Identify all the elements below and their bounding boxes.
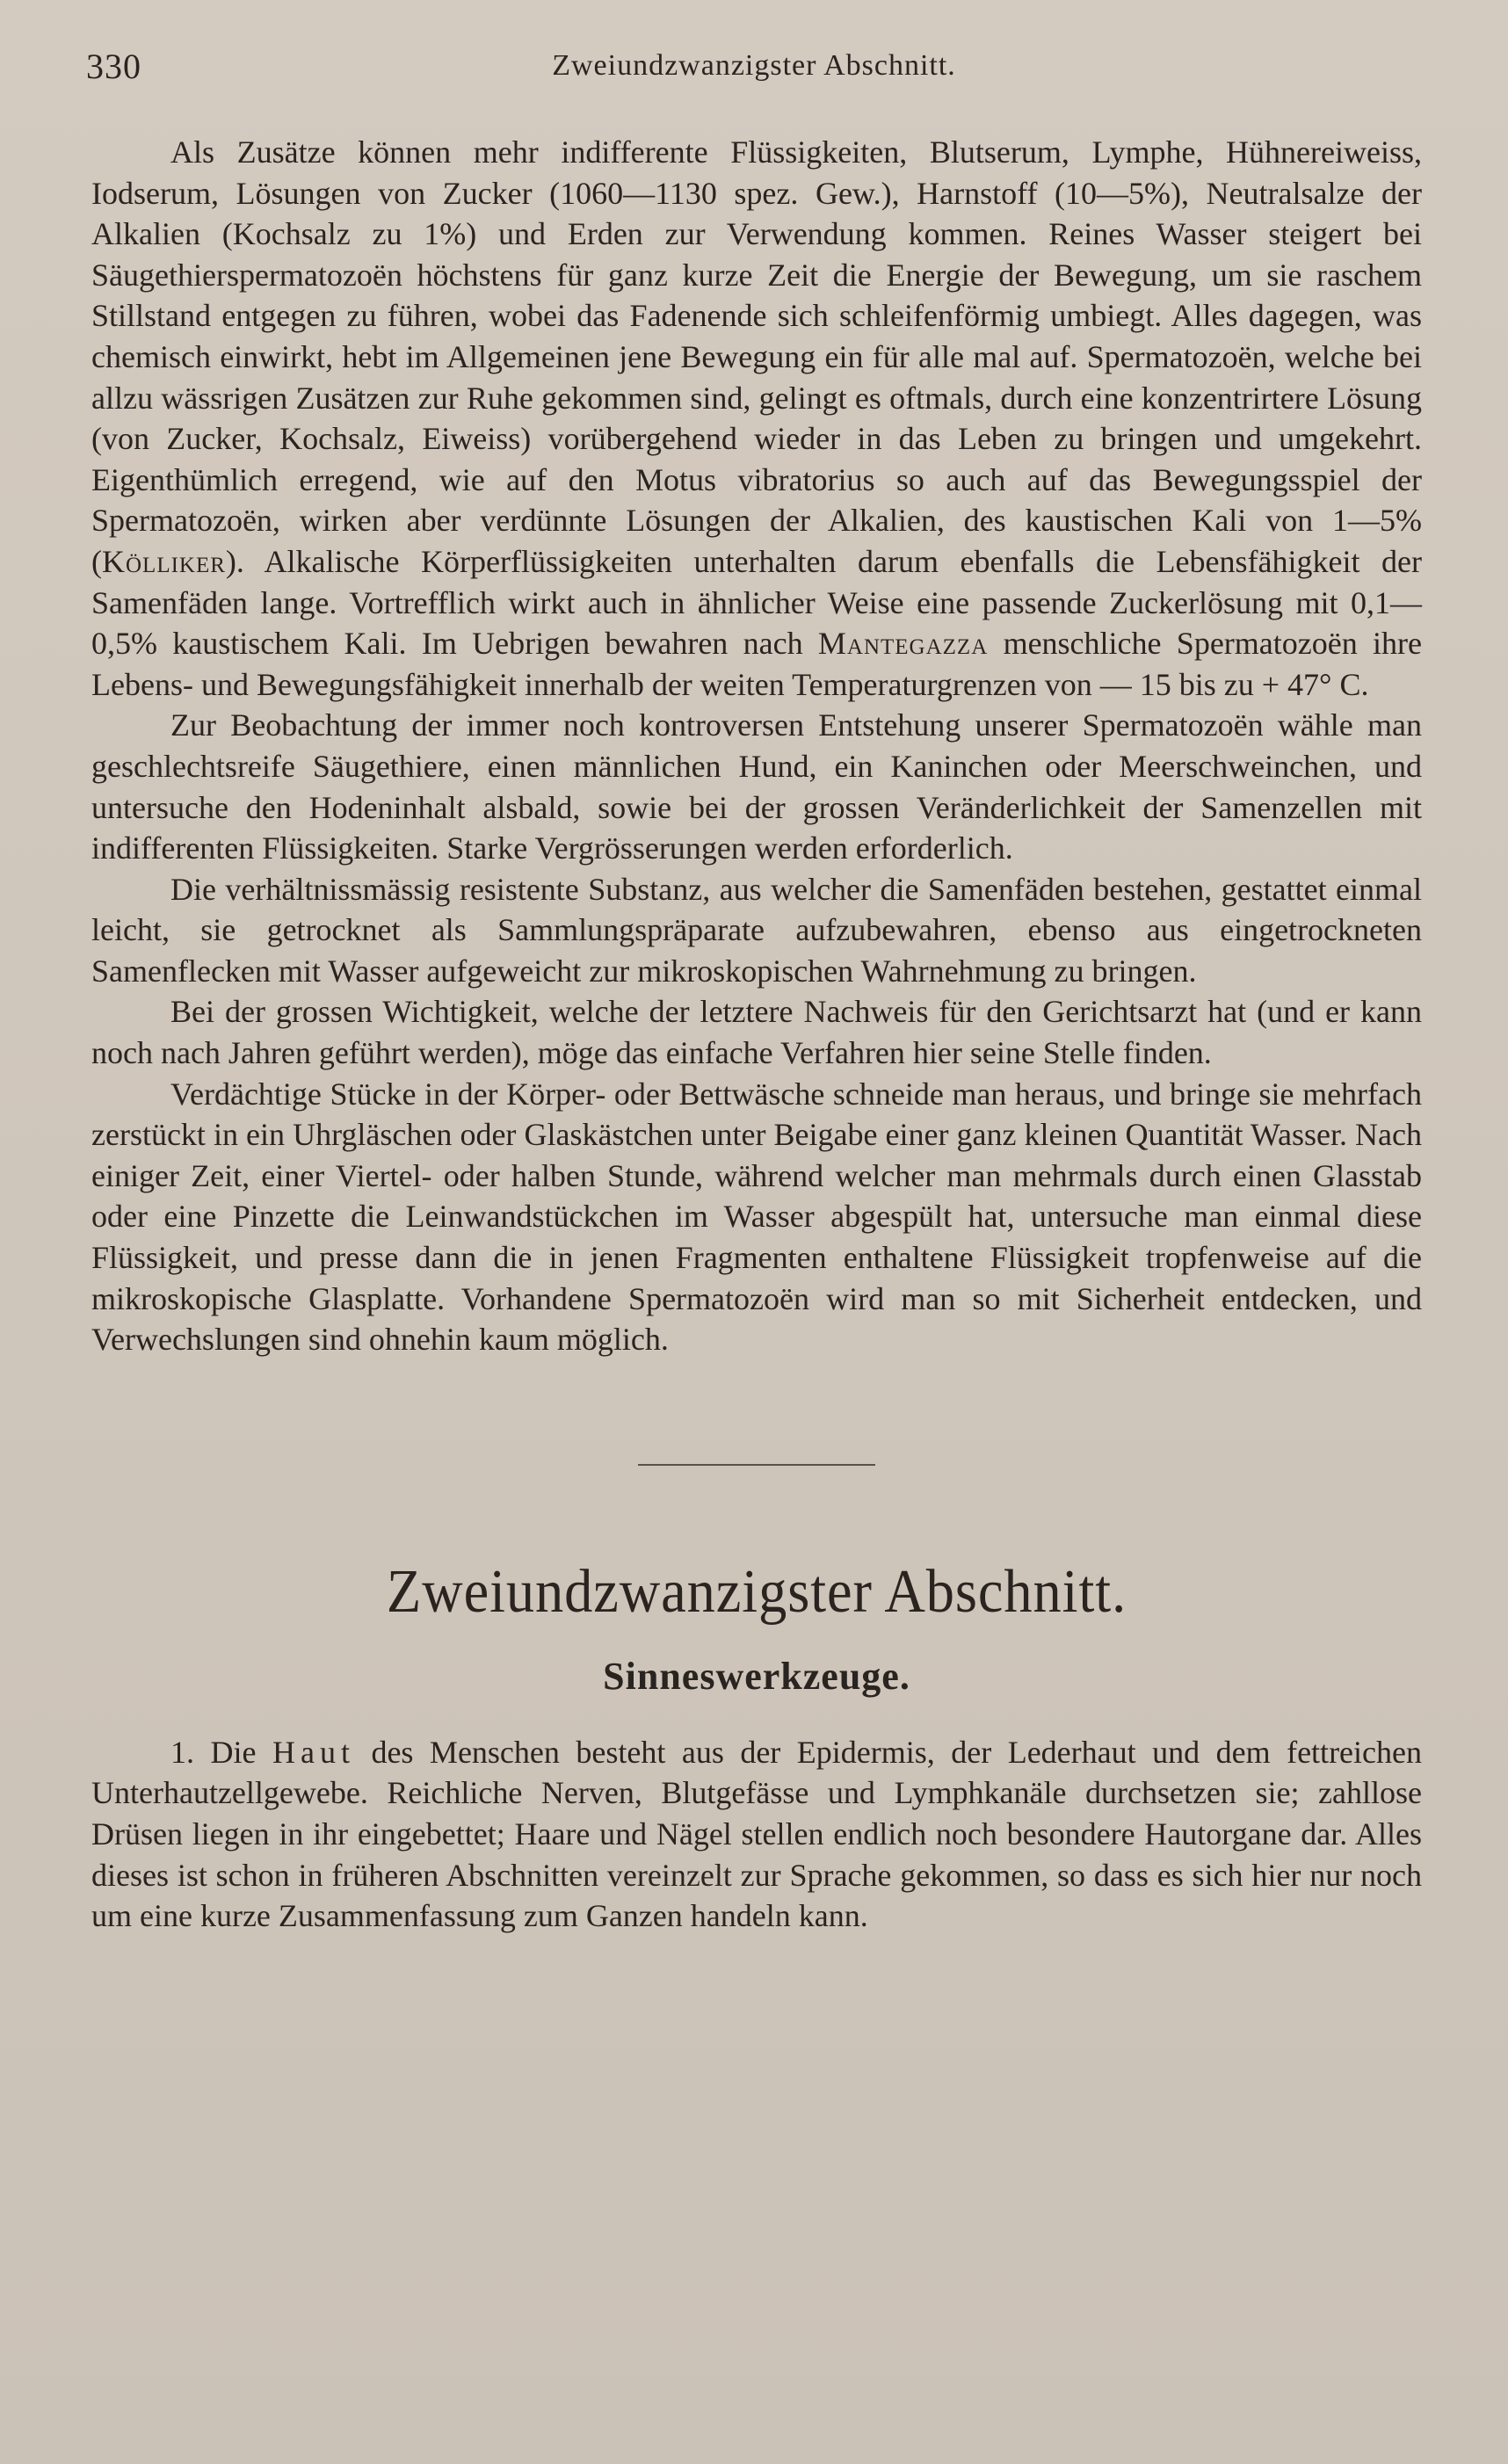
paragraph-additives-text-2: ). Alkalische Körperflüssigkeiten unterhalten darum ebenfalls die Lebensfähigkeit der Samenfäden lange. Vortrefflich wirkt auch in ähnlicher Weise eine passende Zuckerlösung mit 0,1—0,5% kaustischem Kali. Im Uebrigen bewahren nach (91, 543, 1422, 662)
paragraph-additives-text-3: menschliche Spermatozoën ihre Lebens- und Bewegungsfähigkeit innerhalb der weiten Temperaturgrenzen von — 15 bis zu + 47° C. (91, 626, 1423, 702)
paragraph-additives-text-1: Als Zusätze können mehr indifferente Flüssigkeiten, Blutserum, Lymphe, Hühnereiweiss, Iodserum, Lösungen von Zucker (1060—1130 spez. Gew.), Harnstoff (10—5%), Neutralsalze der Alkalien (Kochsalz zu 1%) und Erden zur Verwendung kommen. Reines Wasser steigert bei Säugethierspermatozoën höchstens für ganz kurze Zeit die Energie der Bewegung, um sie raschem Stillstand entgegen zu führen, wobei das Fadenende sich schleifenförmig umbiegt. Alles dagegen, was chemisch einwirkt, hebt im Allgemeinen jene Bewegung ein für alle mal auf. Spermatozoën, welche bei allzu wässrigen Zusätzen zur Ruhe gekommen sind, gelingt es oftmals, durch eine konzentrirtere Lösung (von Zucker, Kochsalz, Eiweiss) vorübergehend wieder in das Leben zu bringen und umgekehrt. Eigenthümlich erregend, wie auf den Motus vibratorius so auch auf das Bewegungsspiel der Spermatozoën, wirken aber verdünnte Lösungen der Alkalien, des kaustischen Kali von 1—5% ( (91, 134, 1422, 579)
paragraph-procedure: Verdächtige Stücke in der Körper- oder Bettwäsche schneide man heraus, und bringe sie mehrfach zerstückt in ein Uhrgläschen oder Glaskästchen unter Beigabe einer ganz kleinen Quantität Wasser. Nach einiger Zeit, einer Viertel- oder halben Stunde, während welcher man mehrmals durch einen Glasstab oder eine Pinzette die Leinwandstückchen im Wasser abgespült hat, untersuche man einmal diese Flüssigkeit, und presse dann die in jenen Fragmenten enthaltene Flüssigkeit tropfenweise auf die mikroskopische Glasplatte. Vorhandene Spermatozoën wird man so mit Sicherheit entdecken, und Verwechslungen sind ohnehin kaum möglich. (91, 1076, 1422, 1358)
chapter-title: Zweiundzwanzigster Abschnitt. (386, 1557, 1127, 1626)
chapter-subtitle: Sinneswerkzeuge. (603, 1654, 910, 1698)
paragraph-skin-text: des Menschen besteht aus der Epidermis, der Lederhaut und dem fettreichen Unterhautzellgewebe. Reichliche Nerven, Blutgefässe und Lymphkanäle durchsetzen sie; zahllose Drüsen liegen in ihr eingebettet; Haare und Nägel stellen endlich noch besondere Hautorgane dar. Alles dieses ist schon in früheren Abschnitten vereinzelt zur Sprache gekommen, so dass es sich hier nur noch um eine kurze Zusammenfassung zum Ganzen handeln kann. (91, 1734, 1422, 1934)
author-koelliker: Kölliker (102, 543, 226, 579)
paragraph-additives (91, 132, 1422, 705)
running-head: Zweiundzwanzigster Abschnitt. (552, 49, 956, 82)
paragraph-forensic: Bei der grossen Wichtigkeit, welche der letztere Nachweis für den Gerichtsarzt hat (und er kann noch nach Jahren geführt werden), möge das einfache Verfahren hier seine Stelle finden. (91, 994, 1422, 1071)
paragraph-skin (91, 1732, 1422, 1937)
author-mantegazza: Mantegazza (817, 626, 989, 662)
page-header (86, 46, 1422, 90)
section-divider (638, 1464, 875, 1466)
page-number: 330 (86, 47, 141, 86)
section-keyword: Haut (272, 1734, 355, 1770)
paragraph-observation: Zur Beobachtung der immer noch kontroversen Entstehung unserer Spermatozoën wähle man geschlechtsreife Säugethiere, einen männlichen Hund, ein Kaninchen oder Meerschweinchen, und untersuche den Hodeninhalt alsbald, sowie bei der grossen Veränderlichkeit der Samenzellen mit indifferenten Flüssigkeiten. Starke Vergrösserungen werden erforderlich. (91, 707, 1422, 866)
section-number: 1. Die (170, 1734, 272, 1770)
paragraph-substance: Die verhältnissmässig resistente Substanz, aus welcher die Samenfäden bestehen, gestattet einmal leicht, sie getrocknet als Sammlungspräparate aufzubewahren, ebenso aus eingetrockneten Samenflecken mit Wasser aufgeweicht zur mikroskopischen Wahrnehmung zu bringen. (91, 871, 1422, 989)
page-body (91, 132, 1422, 1937)
